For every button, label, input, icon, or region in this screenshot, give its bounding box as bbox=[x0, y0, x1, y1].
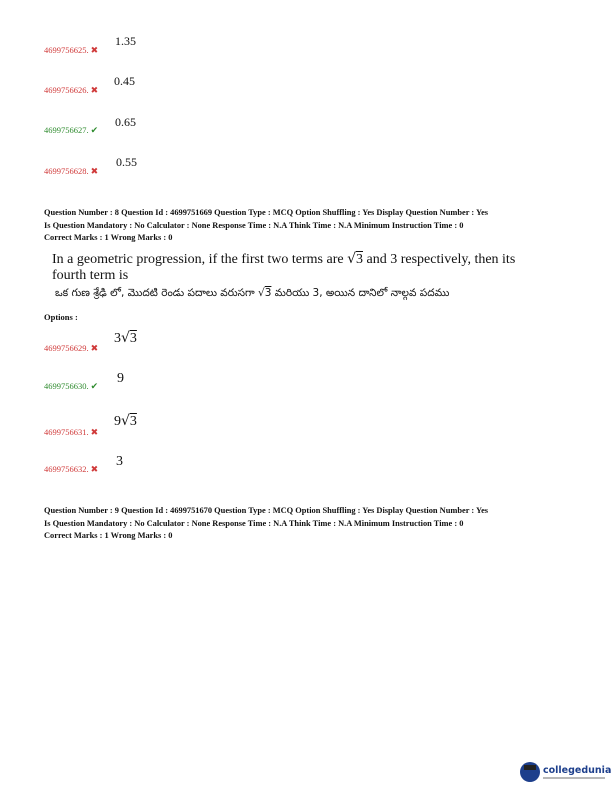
option-id: 4699756630. ✔ bbox=[44, 381, 99, 391]
question-text-telugu: ఒక గుణ శ్రేఢి లో, మొదటి రెండు పదాలు వరుసగా √3 మరియు 3, అయిన దానిలో నాల్గవ పదము bbox=[55, 287, 450, 299]
option-value: 9 bbox=[117, 371, 124, 386]
option-value: 3√3 bbox=[114, 330, 137, 346]
cross-icon: ✖ bbox=[90, 427, 99, 437]
option-value: 0.45 bbox=[114, 74, 135, 88]
check-icon: ✔ bbox=[90, 125, 99, 135]
option-id: 4699756626. ✖ bbox=[44, 85, 99, 95]
option-id: 4699756631. ✖ bbox=[44, 427, 99, 437]
option-id: 4699756627. ✔ bbox=[44, 125, 99, 135]
option-id: 4699756628. ✖ bbox=[44, 166, 99, 176]
options-label: Options : bbox=[44, 312, 78, 322]
option-value: 0.55 bbox=[116, 155, 137, 169]
option-id: 4699756625. ✖ bbox=[44, 45, 99, 55]
option-value: 3 bbox=[116, 454, 123, 469]
cross-icon: ✖ bbox=[90, 343, 99, 353]
cross-icon: ✖ bbox=[90, 85, 99, 95]
cross-icon: ✖ bbox=[90, 166, 99, 176]
question-text: In a geometric progression, if the first two terms are √3 and 3 respectively, then its fourth term is bbox=[52, 251, 516, 283]
option-id: 4699756629. ✖ bbox=[44, 343, 99, 353]
brand-logo bbox=[520, 762, 612, 786]
option-value: 9√3 bbox=[114, 413, 137, 429]
check-icon: ✔ bbox=[90, 381, 99, 391]
graduation-cap-icon bbox=[524, 765, 536, 770]
option-id: 4699756632. ✖ bbox=[44, 464, 99, 474]
logo-tagline-bar bbox=[543, 777, 605, 779]
option-value: 0.65 bbox=[115, 115, 136, 129]
cross-icon: ✖ bbox=[90, 45, 99, 55]
logo-text: collegedunia bbox=[543, 765, 612, 776]
cross-icon: ✖ bbox=[90, 464, 99, 474]
option-value: 1.35 bbox=[115, 34, 136, 48]
question-meta: Question Number : 8 Question Id : 4699751669 Question Type : MCQ Option Shuffling : Yes Display Question Number : Yes Is Question Mandatory : No Calculator : None Response Time : N.A Think Time : N.A Minimum Instruction Time : 0 Correct Marks : 1 Wrong Marks : 0 bbox=[44, 208, 489, 242]
question-meta: Question Number : 9 Question Id : 4699751670 Question Type : MCQ Option Shuffling : Yes Display Question Number : Yes Is Question Mandatory : No Calculator : None Response Time : N.A Think Time : N.A Minimum Instruction Time : 0 Correct Marks : 1 Wrong Marks : 0 bbox=[44, 506, 489, 540]
